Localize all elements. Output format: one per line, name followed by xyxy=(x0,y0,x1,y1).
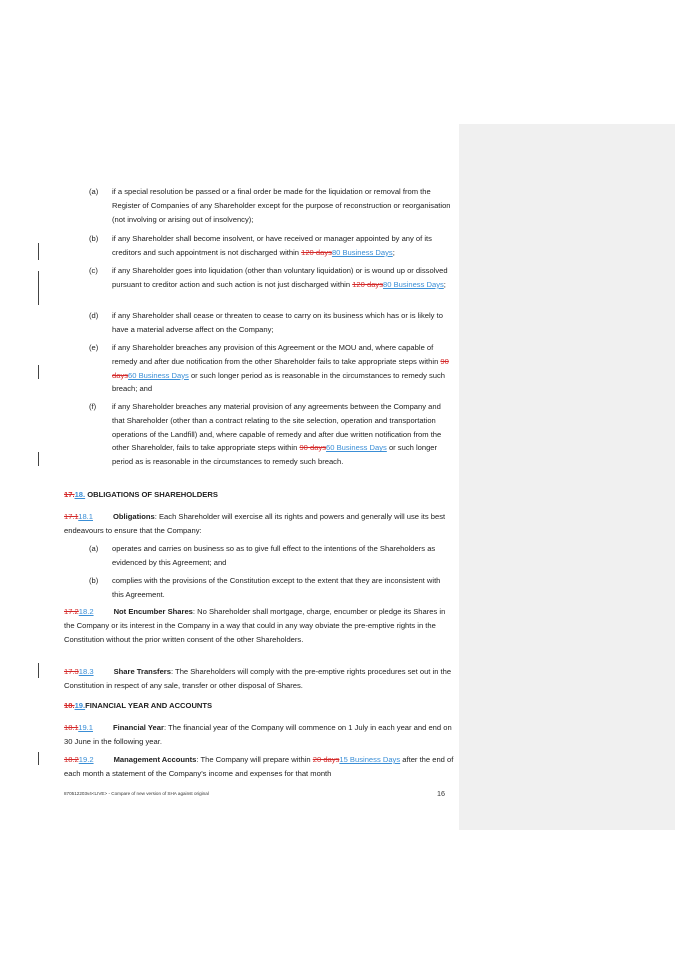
change-bar xyxy=(38,663,39,678)
clause-18-1: 17.118.1 Obligations: Each Shareholder will exercise all its rights and powers and generally will use its best endeavours to ensure that the Company: xyxy=(64,512,446,535)
inserted-text: 60 Business Days xyxy=(128,370,189,380)
item-text: if any Shareholder shall become insolvent, or have received or manager appointed by any of its creditors and such appointment is not discharged within 120 days80 Business Days; xyxy=(112,234,432,257)
item-label: (a) xyxy=(89,187,99,196)
change-bar xyxy=(38,271,39,305)
change-bar xyxy=(38,365,39,379)
item-text: if a special resolution be passed or a final order be made for the liquidation or removal from the Register of Companies of any Shareholder except for the purpose of reconstruction or reorganisation (not involving or arising out of insolvency); xyxy=(112,187,451,224)
deleted-text: 90 days xyxy=(299,443,327,453)
clause-18-2: 17.218.2 Not Encumber Shares: No Shareholder shall mortgage, charge, encumber or pledge its Shares in the Company or its interest in the Company in a way that could in any way obviate the pre-emptive rights in the Constitution without the prior written consent of the other Shareholders. xyxy=(64,607,446,644)
inserted-text: 80 Business Days xyxy=(331,247,393,257)
item-text: if any Shareholder breaches any material provision of any agreements between the Company and that Shareholder (other than a contract relating to the site selection, operation and transportation operations of the Landfill) and, where capable of remedy and after due written notification from the other Shareholder, fails to take appropriate steps within 90 days60 Business Days or such longer period as is reasonable in the circumstances to remedy such breach. xyxy=(112,402,442,467)
footer-doc-id: 870512203v4<LIVE> - Compare of new version of SHA against original xyxy=(64,791,209,796)
item-label: (c) xyxy=(89,266,98,275)
deleted-text: 120 days xyxy=(352,279,384,289)
item-text: operates and carries on business so as to give full effect to the intentions of the Shareholders as evidenced by this Agreement; and xyxy=(112,544,436,567)
deleted-text: 90 days xyxy=(112,356,449,380)
item-label: (b) xyxy=(89,234,99,243)
clause-18-3: 17.318.3 Share Transfers: The Shareholders will comply with the pre-emptive rights procedures set out in the Constitution in respect of any sale, transfer or other disposal of Shares. xyxy=(64,667,452,690)
inserted-text: 80 Business Days xyxy=(383,279,444,289)
comments-pane xyxy=(459,124,675,830)
inserted-text: 15 Business Days xyxy=(339,755,401,764)
item-label: (f) xyxy=(89,402,97,411)
item-label: (e) xyxy=(89,343,99,352)
clause-19-1: 18.119.1 Financial Year: The financial year of the Company will commence on 1 July in each year and end on 30 June in the following year. xyxy=(64,723,452,746)
section-heading: 17.18. OBLIGATIONS OF SHAREHOLDERS xyxy=(64,490,218,499)
deleted-text: 120 days xyxy=(301,247,332,257)
item-text: if any Shareholder breaches any provision of this Agreement or the MOU and, where capable of remedy and after due notification from the other Shareholder fails to take appropriate steps within 90 days60 Business Days or such longer period as is reasonable in the circumstances to remedy such breach; and xyxy=(112,343,449,394)
deleted-text: 20 days xyxy=(312,755,340,764)
inserted-text: 60 Business Days xyxy=(326,443,387,453)
item-label: (b) xyxy=(89,576,99,585)
change-bar xyxy=(38,243,39,260)
item-text: complies with the provisions of the Constitution except to the extent that they are inconsistent with this Agreement. xyxy=(112,576,441,599)
change-bar xyxy=(38,752,39,765)
page-number: 16 xyxy=(437,789,445,798)
clause-19-2: 18.219.2 Management Accounts: The Company will prepare within 20 days15 Business Days after the end of each month a statement of the Company's income and expenses for that month xyxy=(64,755,454,778)
change-bar xyxy=(38,452,39,466)
section-heading: 18.19.FINANCIAL YEAR AND ACCOUNTS xyxy=(64,701,213,710)
item-label: (a) xyxy=(89,544,99,553)
item-text: if any Shareholder goes into liquidation (other than voluntary liquidation) or is wound up or dissolved pursuant to creditor action and such action is not just discharged within 120 days80 Business Days; xyxy=(112,266,448,289)
item-label: (d) xyxy=(89,311,99,320)
item-text: if any Shareholder shall cease or threaten to cease to carry on its business which has or is likely to have a material adverse affect on the Company; xyxy=(112,311,443,334)
